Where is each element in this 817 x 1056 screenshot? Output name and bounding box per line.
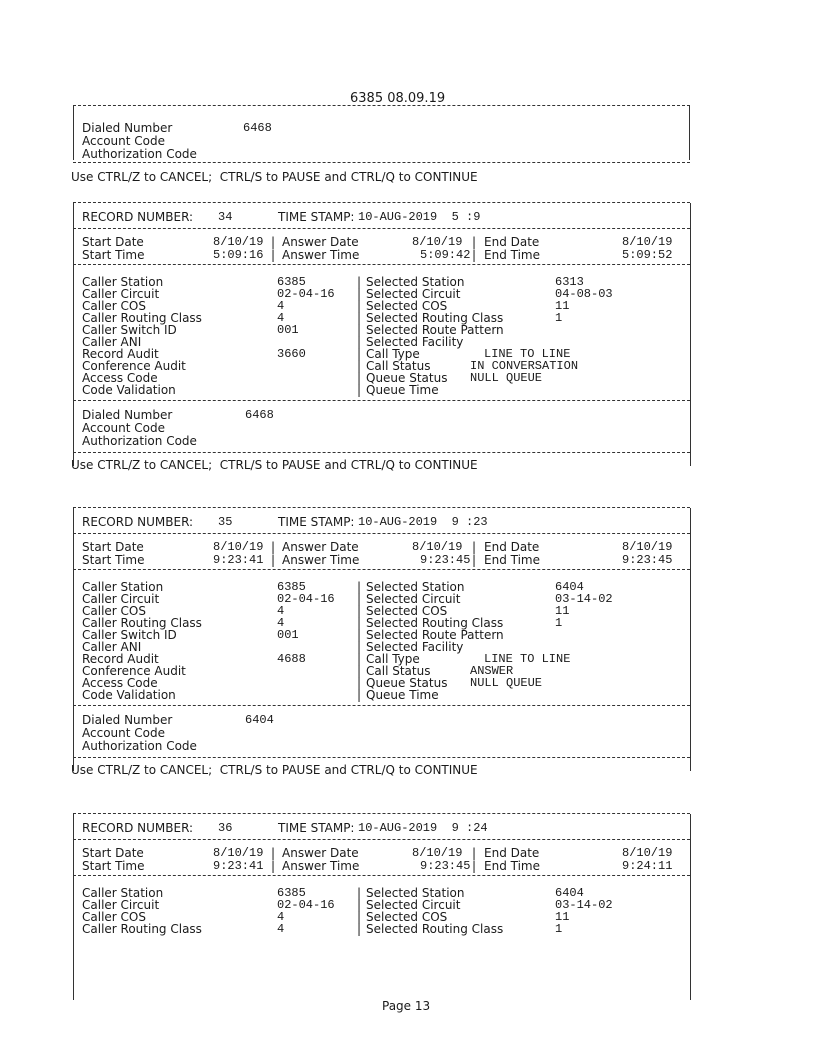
call-status-value: ANSWER xyxy=(470,664,514,678)
column-separator: | xyxy=(271,235,276,249)
divider xyxy=(690,203,691,466)
divider xyxy=(73,813,690,814)
selected-routing-class-value: 1 xyxy=(555,616,563,630)
queue-status-label: Queue Status xyxy=(366,676,448,690)
answer-date-value: 8/10/19 xyxy=(412,846,463,860)
end-date-label: End Date xyxy=(484,235,540,249)
start-date-value: 8/10/19 xyxy=(213,540,264,554)
caller-routing-class-label: Caller Routing Class xyxy=(82,616,202,630)
answer-date-label: Answer Date xyxy=(282,235,359,249)
call-type-label: Call Type xyxy=(366,652,420,666)
time-stamp-label: TIME STAMP: xyxy=(278,821,355,835)
dialed-number-value: 6404 xyxy=(245,713,274,727)
record-audit-value: 4688 xyxy=(277,652,306,666)
selected-facility-label: Selected Facility xyxy=(366,640,464,654)
selected-circuit-label: Selected Circuit xyxy=(366,898,461,912)
caller-circuit-label: Caller Circuit xyxy=(82,592,160,606)
divider xyxy=(73,569,690,570)
start-time-value: 5:09:16 xyxy=(213,248,264,262)
caller-cos-value: 4 xyxy=(277,910,285,924)
time-stamp-value: 10-AUG-2019 9 :23 xyxy=(358,515,488,529)
divider xyxy=(73,757,690,758)
selected-cos-value: 11 xyxy=(555,910,570,924)
call-type-value: LINE TO LINE xyxy=(484,652,571,666)
caller-switch-id-label: Caller Switch ID xyxy=(82,628,177,642)
selected-routing-class-value: 1 xyxy=(555,922,563,936)
column-separator: | xyxy=(357,604,362,618)
column-separator: | xyxy=(357,371,362,385)
queue-time-label: Queue Time xyxy=(366,383,439,397)
end-date-label: End Date xyxy=(484,846,540,860)
caller-circuit-label: Caller Circuit xyxy=(82,287,160,301)
column-separator: | xyxy=(472,540,477,554)
queue-time-label: Queue Time xyxy=(366,688,439,702)
answer-date-value: 8/10/19 xyxy=(412,540,463,554)
call-type-value: LINE TO LINE xyxy=(484,347,571,361)
queue-status-value: NULL QUEUE xyxy=(470,371,543,385)
column-separator: | xyxy=(357,886,362,900)
caller-station-label: Caller Station xyxy=(82,275,164,289)
page-number: Page 13 xyxy=(382,999,431,1013)
column-separator: | xyxy=(357,922,362,936)
caller-station-value: 6385 xyxy=(277,886,306,900)
end-time-value: 5:09:52 xyxy=(622,248,673,262)
divider xyxy=(73,400,690,401)
column-separator: | xyxy=(357,628,362,642)
divider xyxy=(73,105,690,106)
selected-route-pattern-label: Selected Route Pattern xyxy=(366,323,504,337)
column-separator: | xyxy=(357,359,362,373)
selected-station-label: Selected Station xyxy=(366,580,465,594)
column-separator: | xyxy=(271,859,276,873)
caller-station-label: Caller Station xyxy=(82,580,164,594)
control-hint: Use CTRL/Z to CANCEL; CTRL/S to PAUSE and CTRL/Q to CONTINUE xyxy=(71,170,478,184)
caller-station-label: Caller Station xyxy=(82,886,164,900)
dialed-number-label: Dialed Number xyxy=(82,408,173,422)
divider xyxy=(73,814,74,1000)
selected-station-value: 6404 xyxy=(555,580,584,594)
column-separator: | xyxy=(357,335,362,349)
column-separator: | xyxy=(357,910,362,924)
selected-station-label: Selected Station xyxy=(366,886,465,900)
column-separator: | xyxy=(271,540,276,554)
column-separator: | xyxy=(357,287,362,301)
start-date-label: Start Date xyxy=(82,235,144,249)
selected-facility-label: Selected Facility xyxy=(366,335,464,349)
column-separator: | xyxy=(357,347,362,361)
column-separator: | xyxy=(357,323,362,337)
column-separator: | xyxy=(357,664,362,678)
end-time-label: End Time xyxy=(484,859,540,873)
column-separator: | xyxy=(271,553,276,567)
answer-time-value: 5:09:42 xyxy=(420,248,471,262)
start-date-value: 8/10/19 xyxy=(213,846,264,860)
authorization-code-label: Authorization Code xyxy=(82,434,197,448)
caller-switch-id-value: 001 xyxy=(277,323,299,337)
call-type-label: Call Type xyxy=(366,347,420,361)
selected-circuit-value: 03-14-02 xyxy=(555,592,613,606)
account-code-label: Account Code xyxy=(82,726,165,740)
queue-status-label: Queue Status xyxy=(366,371,448,385)
answer-date-label: Answer Date xyxy=(282,846,359,860)
answer-time-label: Answer Time xyxy=(282,859,360,873)
selected-cos-value: 11 xyxy=(555,604,570,618)
code-validation-label: Code Validation xyxy=(82,688,176,702)
control-hint: Use CTRL/Z to CANCEL; CTRL/S to PAUSE and CTRL/Q to CONTINUE xyxy=(71,763,478,777)
end-date-value: 8/10/19 xyxy=(622,235,673,249)
selected-routing-class-label: Selected Routing Class xyxy=(366,616,504,630)
caller-station-value: 6385 xyxy=(277,580,306,594)
caller-routing-class-value: 4 xyxy=(277,922,285,936)
column-separator: | xyxy=(357,383,362,397)
record-number-value: 36 xyxy=(218,821,233,835)
divider xyxy=(73,452,690,453)
caller-cos-value: 4 xyxy=(277,299,285,313)
selected-circuit-label: Selected Circuit xyxy=(366,592,461,606)
divider xyxy=(689,106,690,160)
column-separator: | xyxy=(357,311,362,325)
record-number-label: RECORD NUMBER: xyxy=(82,210,194,224)
column-separator: | xyxy=(357,676,362,690)
selected-station-label: Selected Station xyxy=(366,275,465,289)
selected-routing-class-value: 1 xyxy=(555,311,563,325)
selected-cos-label: Selected COS xyxy=(366,299,448,313)
caller-cos-label: Caller COS xyxy=(82,910,146,924)
queue-status-value: NULL QUEUE xyxy=(470,676,543,690)
answer-time-label: Answer Time xyxy=(282,553,360,567)
column-separator: | xyxy=(357,652,362,666)
code-validation-label: Code Validation xyxy=(82,383,176,397)
caller-cos-label: Caller COS xyxy=(82,299,146,313)
end-time-label: End Time xyxy=(484,248,540,262)
start-time-label: Start Time xyxy=(82,248,145,262)
access-code-label: Access Code xyxy=(82,676,158,690)
end-date-value: 8/10/19 xyxy=(622,846,673,860)
conference-audit-label: Conference Audit xyxy=(82,359,186,373)
start-date-label: Start Date xyxy=(82,846,144,860)
call-status-label: Call Status xyxy=(366,664,431,678)
column-separator: | xyxy=(472,859,477,873)
selected-cos-label: Selected COS xyxy=(366,910,448,924)
answer-date-value: 8/10/19 xyxy=(412,235,463,249)
caller-circuit-value: 02-04-16 xyxy=(277,898,335,912)
caller-switch-id-value: 001 xyxy=(277,628,299,642)
dialed-number-value: 6468 xyxy=(243,121,272,135)
answer-date-label: Answer Date xyxy=(282,540,359,554)
divider xyxy=(73,507,690,508)
selected-circuit-value: 03-14-02 xyxy=(555,898,613,912)
divider xyxy=(73,533,690,534)
conference-audit-label: Conference Audit xyxy=(82,664,186,678)
column-separator: | xyxy=(472,235,477,249)
divider xyxy=(73,228,690,229)
account-code-label: Account Code xyxy=(82,134,165,148)
dialed-number-label: Dialed Number xyxy=(82,121,173,135)
caller-routing-class-value: 4 xyxy=(277,311,285,325)
column-separator: | xyxy=(357,640,362,654)
end-date-value: 8/10/19 xyxy=(622,540,673,554)
divider xyxy=(73,106,74,160)
time-stamp-label: TIME STAMP: xyxy=(278,210,355,224)
column-separator: | xyxy=(271,248,276,262)
caller-circuit-label: Caller Circuit xyxy=(82,898,160,912)
divider xyxy=(73,162,690,163)
caller-circuit-value: 02-04-16 xyxy=(277,287,335,301)
dialed-number-label: Dialed Number xyxy=(82,713,173,727)
caller-station-value: 6385 xyxy=(277,275,306,289)
column-separator: | xyxy=(357,275,362,289)
column-separator: | xyxy=(472,248,477,262)
dialed-number-value: 6468 xyxy=(245,408,274,422)
selected-cos-value: 11 xyxy=(555,299,570,313)
divider xyxy=(73,264,690,265)
start-time-label: Start Time xyxy=(82,553,145,567)
selected-station-value: 6404 xyxy=(555,886,584,900)
start-time-value: 9:23:41 xyxy=(213,859,264,873)
divider xyxy=(690,814,691,1000)
divider xyxy=(73,203,74,466)
column-separator: | xyxy=(357,580,362,594)
divider xyxy=(73,839,690,840)
selected-cos-label: Selected COS xyxy=(366,604,448,618)
page-header-title: 6385 08.09.19 xyxy=(350,91,446,106)
selected-route-pattern-label: Selected Route Pattern xyxy=(366,628,504,642)
account-code-label: Account Code xyxy=(82,421,165,435)
call-status-value: IN CONVERSATION xyxy=(470,359,579,373)
record-number-label: RECORD NUMBER: xyxy=(82,821,194,835)
end-time-label: End Time xyxy=(484,553,540,567)
time-stamp-label: TIME STAMP: xyxy=(278,515,355,529)
start-time-value: 9:23:41 xyxy=(213,553,264,567)
end-time-value: 9:23:45 xyxy=(622,553,673,567)
column-separator: | xyxy=(357,299,362,313)
column-separator: | xyxy=(472,553,477,567)
caller-routing-class-label: Caller Routing Class xyxy=(82,922,202,936)
caller-cos-value: 4 xyxy=(277,604,285,618)
start-date-value: 8/10/19 xyxy=(213,235,264,249)
selected-circuit-label: Selected Circuit xyxy=(366,287,461,301)
end-date-label: End Date xyxy=(484,540,540,554)
selected-routing-class-label: Selected Routing Class xyxy=(366,311,504,325)
start-date-label: Start Date xyxy=(82,540,144,554)
record-number-value: 35 xyxy=(218,515,233,529)
record-audit-value: 3660 xyxy=(277,347,306,361)
record-number-value: 34 xyxy=(218,210,233,224)
caller-routing-class-value: 4 xyxy=(277,616,285,630)
selected-station-value: 6313 xyxy=(555,275,584,289)
caller-routing-class-label: Caller Routing Class xyxy=(82,311,202,325)
selected-routing-class-label: Selected Routing Class xyxy=(366,922,504,936)
caller-cos-label: Caller COS xyxy=(82,604,146,618)
access-code-label: Access Code xyxy=(82,371,158,385)
authorization-code-label: Authorization Code xyxy=(82,147,197,161)
caller-switch-id-label: Caller Switch ID xyxy=(82,323,177,337)
answer-time-value: 9:23:45 xyxy=(420,859,471,873)
divider xyxy=(73,202,690,203)
divider xyxy=(73,508,74,771)
column-separator: | xyxy=(357,898,362,912)
column-separator: | xyxy=(357,616,362,630)
control-hint: Use CTRL/Z to CANCEL; CTRL/S to PAUSE and CTRL/Q to CONTINUE xyxy=(71,458,478,472)
caller-ani-label: Caller ANI xyxy=(82,640,142,654)
answer-time-label: Answer Time xyxy=(282,248,360,262)
column-separator: | xyxy=(357,688,362,702)
record-audit-label: Record Audit xyxy=(82,652,159,666)
call-status-label: Call Status xyxy=(366,359,431,373)
time-stamp-value: 10-AUG-2019 5 :9 xyxy=(358,210,481,224)
caller-circuit-value: 02-04-16 xyxy=(277,592,335,606)
column-separator: | xyxy=(357,592,362,606)
time-stamp-value: 10-AUG-2019 9 :24 xyxy=(358,821,488,835)
start-time-label: Start Time xyxy=(82,859,145,873)
record-audit-label: Record Audit xyxy=(82,347,159,361)
answer-time-value: 9:23:45 xyxy=(420,553,471,567)
caller-ani-label: Caller ANI xyxy=(82,335,142,349)
end-time-value: 9:24:11 xyxy=(622,859,673,873)
record-number-label: RECORD NUMBER: xyxy=(82,515,194,529)
divider xyxy=(73,875,690,876)
divider xyxy=(73,705,690,706)
column-separator: | xyxy=(472,846,477,860)
selected-circuit-value: 04-08-03 xyxy=(555,287,613,301)
authorization-code-label: Authorization Code xyxy=(82,739,197,753)
column-separator: | xyxy=(271,846,276,860)
divider xyxy=(690,508,691,771)
